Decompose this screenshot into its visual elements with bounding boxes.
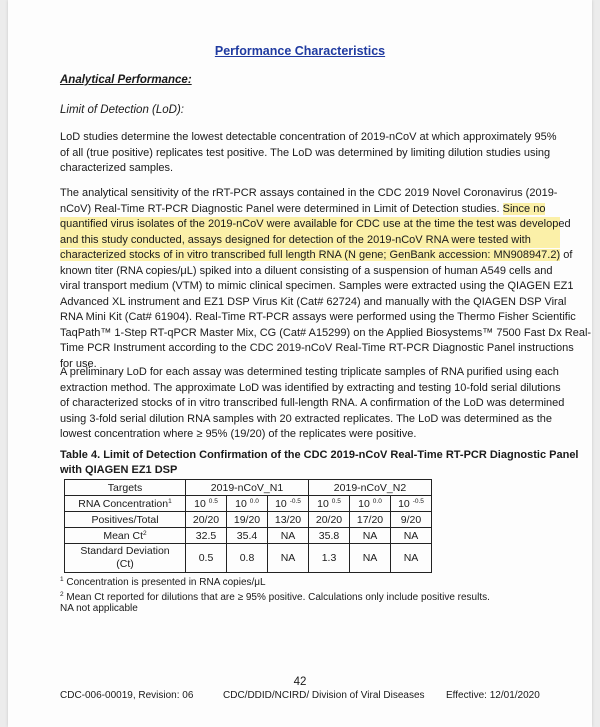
text-line: A preliminary LoD for each assay was determined testing triplicate samples of RNA purified using each	[60, 366, 559, 378]
table-row	[65, 544, 432, 573]
target-n2-header: 2019-nCoV_N2	[309, 480, 432, 496]
std-dev-label	[65, 544, 186, 573]
text-line: known titer (RNA copies/μL) spiked into a diluent consisting of a suspension of human A549 cells and	[60, 264, 553, 277]
text-line: TaqPath™ 1-Step RT-qPCR Master Mix, CG (Cat# A15299) on the Applied Biosystems™ 7500 Fast Dx Real-	[60, 326, 592, 339]
conc-exponent: 0.0	[249, 497, 259, 505]
positives-cell: 19/20	[227, 512, 268, 528]
mean-ct-cell: 35.8	[309, 528, 350, 544]
positives-cell: 9/20	[391, 512, 432, 528]
conc-exponent: -0.5	[412, 497, 424, 505]
text-line	[60, 202, 560, 218]
text-line: The analytical sensitivity of the rRT-PCR assays contained in the CDC 2019 Novel Coronavirus (2019-	[60, 187, 558, 199]
footer-effective-date: Effective: 12/01/2020	[446, 690, 540, 701]
positives-cell: 20/20	[309, 512, 350, 528]
footnote-text: Mean Ct reported for dilutions that are ≥ 95% positive. Calculations only include positive results.	[63, 592, 490, 603]
targets-header: Targets	[65, 480, 186, 496]
std-dev-cell: NA	[350, 544, 391, 573]
highlighted-text: Since no	[502, 202, 546, 215]
conc-base: 10	[398, 497, 410, 510]
lod-heading: Limit of Detection (LoD):	[60, 104, 184, 116]
conc-base: 10	[358, 497, 370, 510]
positives-cell: 17/20	[350, 512, 391, 528]
footnote-mark: 2	[60, 591, 64, 598]
mean-ct-label	[65, 528, 186, 544]
caption-line: Table 4. Limit of Detection Confirmation of the CDC 2019-nCoV Real-Time RT-PCR Diagnostic Panel	[60, 449, 579, 461]
positives-cell: 13/20	[268, 512, 309, 528]
mean-ct-cell: NA	[391, 528, 432, 544]
footnote-ref: 2	[143, 529, 147, 537]
text-line	[60, 248, 573, 264]
footnote-mark: 1	[60, 576, 64, 583]
highlighted-text: characterized stocks of in vitro transcribed full length RNA (N gene; GenBank accession: MN908947.2)	[60, 249, 561, 261]
conc-exponent: -0.5	[289, 497, 301, 505]
table-row	[65, 528, 432, 544]
text-line: RNA Mini Kit (Cat# 61904). Real-Time RT-PCR assays were performed using the Thermo Fisher Scientific	[60, 311, 576, 323]
analytical-performance-heading: Analytical Performance:	[60, 74, 192, 86]
footer-division: CDC/DDID/NCIRD/ Division of Viral Diseases	[223, 690, 425, 701]
target-n1-header: 2019-nCoV_N1	[186, 480, 309, 496]
std-dev-cell: 0.5	[186, 544, 227, 573]
concentration-cell	[350, 496, 391, 512]
lod-confirmation-table	[64, 479, 432, 573]
text-line: Advanced XL instrument and EZ1 DSP Virus Kit (Cat# 62724) and manually with the QIAGEN DSP Viral	[60, 295, 567, 308]
footnote-na: NA not applicable	[60, 603, 138, 614]
text-line: of characterized stocks of in vitro transcribed full-length RNA. A confirmation of the LoD was determined	[60, 397, 565, 409]
std-dev-cell: 1.3	[309, 544, 350, 573]
std-dev-cell: 0.8	[227, 544, 268, 573]
text-line: viral transport medium (VTM) to mimic clinical specimen. Samples were extracted using the QIAGEN EZ1	[60, 280, 574, 292]
page-title: Performance Characteristics	[214, 44, 386, 58]
mean-ct-cell: 32.5	[186, 528, 227, 544]
positives-label: Positives/Total	[65, 512, 186, 528]
concentration-cell	[309, 496, 350, 512]
std-dev-cell: NA	[391, 544, 432, 573]
text-line: LoD studies determine the lowest detectable concentration of 2019-nCoV at which approximately 95%	[60, 131, 557, 143]
paragraph-analytical-sensitivity	[60, 186, 592, 372]
document-page	[8, 0, 592, 727]
highlighted-text-line: quantified virus isolates of the 2019-nCoV were available for CDC use at the time the test was developed	[60, 217, 560, 233]
text-line: extraction method. The approximate LoD was identified by extracting and testing 10-fold serial dilutions	[60, 381, 561, 394]
row-label: Mean Ct	[103, 529, 144, 542]
conc-base: 10	[275, 497, 287, 510]
table-row	[65, 512, 432, 528]
text-line: characterized samples.	[60, 162, 174, 174]
mean-ct-cell: NA	[350, 528, 391, 544]
text-line: Time PCR Instrument according to the CDC 2019-nCoV Real-Time RT-PCR Diagnostic Panel instructions	[60, 342, 574, 354]
mean-ct-cell: NA	[268, 528, 309, 544]
footer-doc-id: CDC-006-00019, Revision: 06	[60, 690, 194, 701]
conc-exponent: 0.5	[331, 497, 341, 505]
positives-cell: 20/20	[186, 512, 227, 528]
rna-concentration-label	[65, 496, 186, 512]
text-segment: of	[560, 249, 573, 261]
conc-base: 10	[194, 497, 206, 510]
text-line: lowest concentration where ≥ 95% (19/20) of the replicates were positive.	[60, 428, 417, 440]
row-label: RNA Concentration	[78, 497, 169, 510]
std-dev-cell: NA	[268, 544, 309, 573]
concentration-cell	[227, 496, 268, 512]
concentration-cell	[186, 496, 227, 512]
table-caption	[60, 448, 579, 478]
footnote-text: Concentration is presented in RNA copies/μL	[63, 577, 266, 588]
row-label: (Ct)	[116, 558, 134, 570]
conc-exponent: 0.5	[208, 497, 218, 505]
page-number: 42	[293, 676, 307, 688]
caption-line: with QIAGEN EZ1 DSP	[60, 464, 178, 476]
text-line: using 3-fold serial dilution RNA samples with 20 extracted replicates. The LoD was determined as the	[60, 412, 552, 425]
text-segment: nCoV) Real-Time RT-PCR Diagnostic Panel were determined in Limit of Detection studies.	[60, 202, 503, 215]
table-row	[65, 496, 432, 512]
conc-base: 10	[235, 497, 247, 510]
row-label: Standard Deviation	[80, 545, 170, 557]
concentration-cell	[268, 496, 309, 512]
paragraph-preliminary-lod	[60, 365, 565, 443]
concentration-cell	[391, 496, 432, 512]
text-line: of all (true positive) replicates test positive. The LoD was determined by limiting dilution studies using	[60, 146, 551, 159]
conc-base: 10	[317, 497, 329, 510]
text-line: for use.	[60, 357, 97, 370]
table-row	[65, 480, 432, 496]
mean-ct-cell: 35.4	[227, 528, 268, 544]
paragraph-lod-intro	[60, 130, 560, 177]
footnote-1	[60, 573, 266, 589]
footnote-ref: 1	[168, 497, 172, 505]
conc-exponent: 0.0	[372, 497, 382, 505]
highlighted-text-line: and this study conducted, assays designed for detection of the 2019-nCoV RNA were tested with	[60, 233, 560, 249]
